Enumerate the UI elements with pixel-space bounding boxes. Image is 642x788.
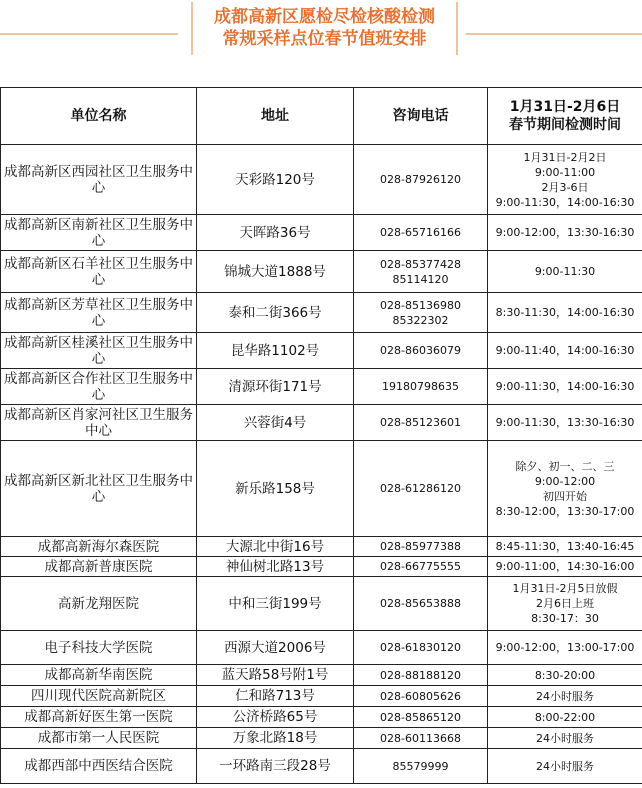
unit-name-cell: 四川现代医院高新院区 bbox=[1, 686, 197, 707]
address-cell: 公济桥路65号 bbox=[197, 707, 354, 728]
table-row bbox=[1, 728, 642, 749]
time-cell bbox=[488, 686, 642, 707]
time-cell bbox=[488, 577, 642, 631]
table-row bbox=[1, 631, 642, 665]
time-line: 24小时服务 bbox=[536, 689, 594, 703]
time-cell bbox=[488, 145, 642, 215]
phone-cell bbox=[354, 577, 488, 631]
time-line: 2月6日上班 bbox=[536, 597, 594, 610]
address-cell: 万象北路18号 bbox=[197, 728, 354, 749]
unit-name-cell: 电子科技大学医院 bbox=[1, 631, 197, 665]
table-row bbox=[1, 686, 642, 707]
schedule-table bbox=[0, 87, 642, 784]
phone-number: 028-61830120 bbox=[380, 641, 461, 654]
phone-cell bbox=[354, 686, 488, 707]
phone-cell bbox=[354, 293, 488, 333]
table-header-row bbox=[1, 88, 642, 145]
time-line: 24小时服务 bbox=[536, 759, 594, 773]
address-cell: 锦城大道1888号 bbox=[197, 251, 354, 293]
table-row bbox=[1, 405, 642, 441]
page-title-line1: 成都高新区愿检尽检核酸检测 bbox=[214, 7, 435, 27]
time-cell bbox=[488, 728, 642, 749]
unit-name-cell: 成都西部中西医结合医院 bbox=[1, 749, 197, 784]
time-line: 9:00-11:30，14:00-16:30 bbox=[495, 380, 635, 393]
address-cell: 天晖路36号 bbox=[197, 215, 354, 251]
phone-number: 028-60113668 bbox=[380, 731, 461, 745]
phone-cell bbox=[354, 405, 488, 441]
time-cell bbox=[488, 537, 642, 557]
address-cell: 西源大道2006号 bbox=[197, 631, 354, 665]
header-divider-right bbox=[466, 33, 642, 35]
time-line: 8:00-22:00 bbox=[534, 710, 596, 724]
time-line: 除夕、初一、二、三 bbox=[515, 459, 615, 473]
phone-number: 19180798635 bbox=[382, 380, 459, 393]
unit-name-cell: 成都高新区新北社区卫生服务中心 bbox=[1, 441, 197, 537]
phone-number: 028-85136980 bbox=[380, 298, 461, 312]
table-row bbox=[1, 369, 642, 405]
phone-cell bbox=[354, 631, 488, 665]
address-cell: 一环路南三段28号 bbox=[197, 749, 354, 784]
phone-number: 028-85653888 bbox=[380, 597, 461, 610]
time-cell bbox=[488, 707, 642, 728]
phone-number: 028-85865120 bbox=[380, 710, 461, 724]
phone-cell bbox=[354, 215, 488, 251]
table-row bbox=[1, 749, 642, 784]
time-line: 9:00-11:30 bbox=[534, 265, 596, 278]
time-line: 初四开始 bbox=[543, 489, 587, 503]
unit-name-cell: 成都高新华南医院 bbox=[1, 665, 197, 686]
time-cell bbox=[488, 333, 642, 369]
time-line: 9:00-11:30，13:30-16:30 bbox=[495, 416, 635, 429]
address-cell: 神仙树北路13号 bbox=[197, 557, 354, 577]
time-line: 2月3-6日 bbox=[541, 180, 589, 194]
time-cell bbox=[488, 251, 642, 293]
phone-number: 028-85123601 bbox=[380, 416, 461, 429]
phone-cell bbox=[354, 749, 488, 784]
table-row bbox=[1, 293, 642, 333]
header-time-line2: 春节期间检测时间 bbox=[509, 117, 621, 133]
time-line: 8:45-11:30，13:40-16:45 bbox=[495, 540, 635, 553]
time-line: 9:00-12:00，13:00-17:00 bbox=[495, 641, 635, 654]
table-row bbox=[1, 145, 642, 215]
time-line: 9:00-11:00 bbox=[534, 165, 596, 179]
time-cell bbox=[488, 405, 642, 441]
table-row bbox=[1, 537, 642, 557]
time-line: 8:30-11:30，14:00-16:30 bbox=[495, 306, 635, 319]
table-row bbox=[1, 441, 642, 537]
phone-cell bbox=[354, 441, 488, 537]
header-time bbox=[488, 88, 642, 145]
page-header bbox=[0, 0, 642, 56]
header-divider-left bbox=[0, 33, 178, 35]
phone-number: 028-65716166 bbox=[380, 226, 461, 239]
phone-number: 028-87926120 bbox=[380, 173, 461, 186]
time-line: 1月31日-2月5日放假 bbox=[512, 582, 618, 595]
address-cell: 中和三街199号 bbox=[197, 577, 354, 631]
time-cell bbox=[488, 369, 642, 405]
time-cell bbox=[488, 631, 642, 665]
address-cell: 新乐路158号 bbox=[197, 441, 354, 537]
time-line: 24小时服务 bbox=[536, 731, 594, 745]
table-body bbox=[1, 145, 642, 784]
unit-name-cell: 高新龙翔医院 bbox=[1, 577, 197, 631]
time-cell bbox=[488, 557, 642, 577]
unit-name-cell: 成都高新普康医院 bbox=[1, 557, 197, 577]
header-address: 地址 bbox=[197, 88, 354, 145]
phone-cell bbox=[354, 537, 488, 557]
phone-cell bbox=[354, 728, 488, 749]
time-line: 9:00-11:00，14:30-16:00 bbox=[495, 560, 635, 573]
phone-number: 028-85377428 bbox=[380, 257, 461, 271]
phone-number: 028-66775555 bbox=[380, 560, 461, 573]
phone-number: 85322302 bbox=[392, 313, 449, 327]
address-cell: 大源北中街16号 bbox=[197, 537, 354, 557]
phone-number: 028-60805626 bbox=[380, 689, 461, 703]
time-line: 8:30-17：30 bbox=[531, 612, 599, 625]
phone-cell bbox=[354, 251, 488, 293]
unit-name-cell: 成都高新区合作社区卫生服务中心 bbox=[1, 369, 197, 405]
header-phone: 咨询电话 bbox=[354, 88, 488, 145]
unit-name-cell: 成都高新区石羊社区卫生服务中心 bbox=[1, 251, 197, 293]
header-unit-name: 单位名称 bbox=[1, 88, 197, 145]
address-cell: 蓝天路58号附1号 bbox=[197, 665, 354, 686]
unit-name-cell: 成都高新区肖家河社区卫生服务中心 bbox=[1, 405, 197, 441]
table-row bbox=[1, 665, 642, 686]
phone-number: 028-88188120 bbox=[380, 668, 461, 682]
address-cell: 仁和路713号 bbox=[197, 686, 354, 707]
address-cell: 天彩路120号 bbox=[197, 145, 354, 215]
address-cell: 清源环街171号 bbox=[197, 369, 354, 405]
time-cell bbox=[488, 293, 642, 333]
phone-cell bbox=[354, 707, 488, 728]
unit-name-cell: 成都高新海尔森医院 bbox=[1, 537, 197, 557]
time-line: 9:00-12:00 bbox=[534, 474, 596, 488]
table-row bbox=[1, 557, 642, 577]
phone-cell bbox=[354, 145, 488, 215]
time-line: 9:00-11:40，14:00-16:30 bbox=[495, 344, 635, 357]
time-line: 8:30-20:00 bbox=[534, 668, 596, 682]
unit-name-cell: 成都高新区西园社区卫生服务中心 bbox=[1, 145, 197, 215]
phone-cell bbox=[354, 665, 488, 686]
table-row bbox=[1, 215, 642, 251]
unit-name-cell: 成都高新区芳草社区卫生服务中心 bbox=[1, 293, 197, 333]
phone-number: 028-61286120 bbox=[380, 482, 461, 495]
table-row bbox=[1, 333, 642, 369]
phone-number: 028-85977388 bbox=[380, 540, 461, 553]
page-title-line2: 常规采样点位春节值班安排 bbox=[222, 29, 427, 49]
unit-name-cell: 成都市第一人民医院 bbox=[1, 728, 197, 749]
header-time-line1: 1月31日-2月6日 bbox=[509, 99, 621, 115]
table-row bbox=[1, 707, 642, 728]
time-line: 8:30-12:00，13:30-17:00 bbox=[495, 504, 635, 518]
table-row bbox=[1, 251, 642, 293]
address-cell: 兴蓉街4号 bbox=[197, 405, 354, 441]
address-cell: 泰和二街366号 bbox=[197, 293, 354, 333]
header-bracket-right bbox=[456, 2, 458, 55]
time-cell bbox=[488, 665, 642, 686]
phone-cell bbox=[354, 557, 488, 577]
time-cell bbox=[488, 749, 642, 784]
phone-number: 85579999 bbox=[392, 759, 449, 773]
phone-number: 85114120 bbox=[392, 272, 449, 286]
table-row bbox=[1, 577, 642, 631]
time-cell bbox=[488, 215, 642, 251]
phone-cell bbox=[354, 333, 488, 369]
phone-number: 028-86036079 bbox=[380, 344, 461, 357]
time-line: 9:00-11:30，14:00-16:30 bbox=[495, 195, 635, 209]
phone-cell bbox=[354, 369, 488, 405]
unit-name-cell: 成都高新好医生第一医院 bbox=[1, 707, 197, 728]
unit-name-cell: 成都高新区桂溪社区卫生服务中心 bbox=[1, 333, 197, 369]
time-line: 9:00-12:00，13:30-16:30 bbox=[495, 226, 635, 239]
address-cell: 昆华路1102号 bbox=[197, 333, 354, 369]
unit-name-cell: 成都高新区南新社区卫生服务中心 bbox=[1, 215, 197, 251]
time-line: 1月31日-2月2日 bbox=[523, 150, 607, 164]
time-cell bbox=[488, 441, 642, 537]
